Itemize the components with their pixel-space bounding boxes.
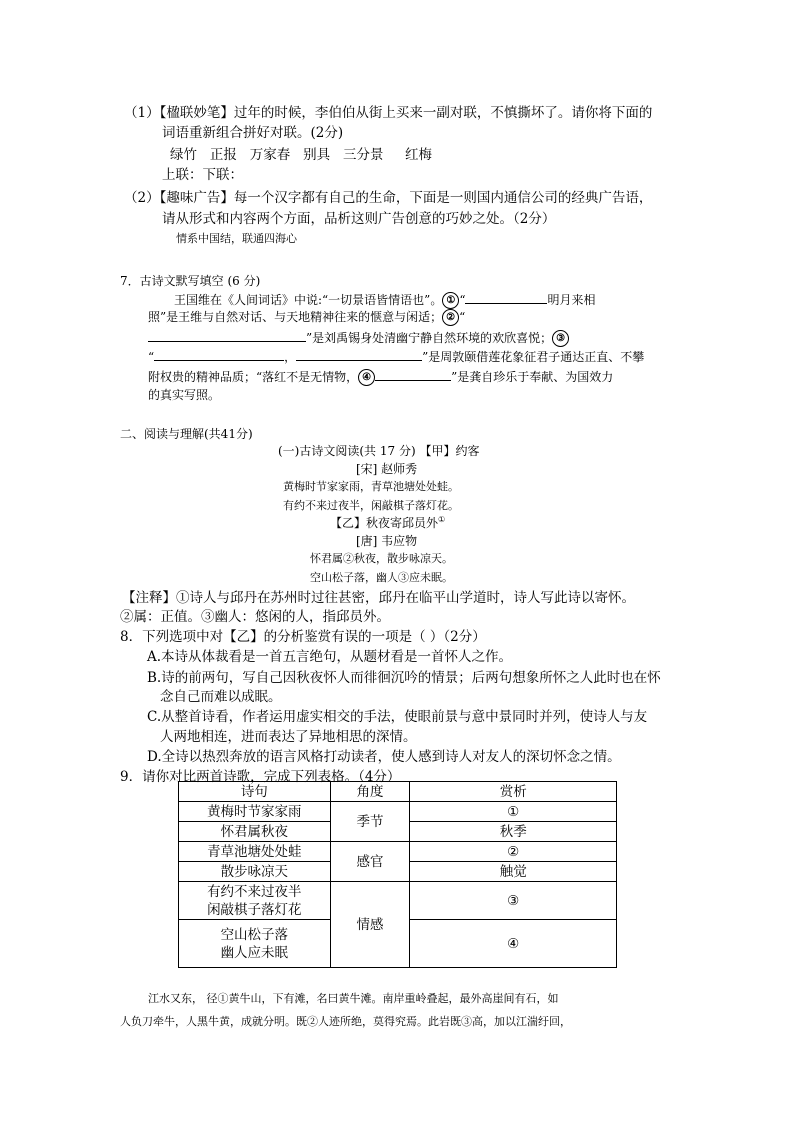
poem-line: 空山松子落 [220, 926, 289, 943]
table-cell-poem [179, 882, 331, 920]
section2-subtitle: (一)古诗文阅读(共 17 分) 【甲】约客 [278, 444, 480, 458]
ad-question-line1: （2）【趣味广告】每一个汉字都有自己的生命，下面是一则国内通信公司的经典广告语， [124, 190, 653, 206]
ad-question-line2: 请从形式和内容两个方面，品析这则广告创意的巧妙之处。（2分） [162, 211, 556, 227]
poem2-title-text: 【乙】秋夜寄邱员外 [330, 516, 439, 530]
blank-marker-1: ① [442, 292, 459, 309]
table-cell-analysis: 触觉 [410, 862, 617, 882]
q7-line4 [148, 346, 644, 365]
word-3: 万家春 [249, 147, 291, 163]
q7-text: ”是刘禹锡身处清幽宁静自然环境的欢欣喜悦； [306, 331, 553, 345]
fill-blank-3a[interactable] [154, 346, 284, 361]
poem-line: 有约不来过夜半 [207, 883, 302, 900]
poem1-author: [宋] 赵师秀 [356, 462, 418, 476]
passage-line1: 江水又东， 径①黄牛山，下有滩，名曰黄牛滩。南岸重岭叠起，最外高崖间有石，如 [148, 992, 559, 1005]
q7-line2 [148, 308, 465, 326]
table-cell-angle: 情感 [330, 882, 410, 968]
q9-table [178, 781, 617, 968]
header-angle: 角度 [330, 782, 410, 802]
blank-marker-3: ③ [552, 330, 569, 347]
q7-line5 [148, 366, 613, 386]
table-cell-angle: 感官 [330, 842, 410, 882]
q8-option-a[interactable]: A.本诗从体裁看是一首五言绝句，从题材看是一首怀人之作。 [147, 649, 513, 665]
word-4: 别具 [303, 147, 331, 163]
answer-cell-4[interactable]: ④ [410, 920, 617, 968]
poem2-title [330, 514, 445, 531]
ad-slogan: 情系中国结，联通四海心 [176, 232, 297, 245]
q7-text: 王国维在《人间词话》中说:“一切景语皆情语也”。 [174, 293, 443, 307]
poem2-author: [唐] 韦应物 [356, 534, 418, 548]
couplet-question-line2: 词语重新组合拼好对联。(2分) [162, 125, 344, 141]
poem2-line2: 空山松子落，幽人③应未眠。 [310, 571, 453, 584]
table-cell-poem: 青草池塘处处蛙 [179, 842, 331, 862]
table-cell-poem [179, 920, 331, 968]
couplet-words [170, 143, 432, 163]
poem-line: 幽人应未眠 [220, 944, 289, 961]
poem1-line2: 有约不来过夜半，闲敲棋子落灯花。 [283, 499, 459, 512]
header-poem: 诗句 [179, 782, 331, 802]
q7-quote: “ [148, 350, 155, 364]
fill-blank-4[interactable] [375, 366, 451, 381]
note-line1: 【注释】①诗人与邱丹在苏州时过往甚密，邱丹在临平山学道时，诗人写此诗以寄怀。 [122, 590, 635, 606]
poem2-line1: 怀君属②秋夜，散步咏凉天。 [310, 552, 453, 565]
poem1-line1: 黄梅时节家家雨，青草池塘处处蛙。 [283, 480, 459, 493]
word-2: 正报 [209, 147, 237, 163]
q8-option-d[interactable]: D.全诗以热烈奔放的语言风格打动读者，使人感到诗人对友人的深切怀念之情。 [147, 749, 621, 765]
blank-marker-2: ② [442, 309, 459, 326]
fill-blank-2[interactable] [148, 327, 306, 342]
passage-line2: 人负刀牵牛，人黑牛黄，成就分明。既②人迹所绝，莫得究焉。此岩既③高，加以江湍纡回， [120, 1015, 571, 1028]
table-cell-angle: 季节 [330, 802, 410, 842]
q7-line6: 的真实写照。 [148, 388, 221, 402]
couplet-answer-line: 上联：下联： [162, 167, 243, 183]
fill-blank-3b[interactable] [296, 346, 422, 361]
note-line2: ②属：正值。③幽人：悠闲的人，指邱员外。 [120, 609, 390, 625]
q8-option-b-line2: 念自己而难以成眠。 [160, 689, 282, 705]
header-analysis: 赏析 [410, 782, 617, 802]
answer-cell-3[interactable]: ③ [410, 882, 617, 920]
q7-quote: “ [459, 310, 466, 324]
section2-title: 二、阅读与理解(共41分) [120, 427, 253, 441]
poem-line: 闲敲棋子落灯花 [207, 901, 302, 918]
couplet-question-line1: （1）【楹联妙笔】过年的时候，李伯伯从街上买来一副对联，不慎撕坏了。请你将下面的 [124, 105, 653, 121]
q8-option-c-line2: 人两地相连，进而表达了异地相思的深情。 [160, 729, 417, 745]
table-cell-analysis: 秋季 [410, 822, 617, 842]
q7-text: 照”是王维与自然对话、与天地精神往来的惬意与闲适； [148, 310, 443, 324]
blank-marker-4: ④ [358, 369, 375, 386]
q8-option-b-line1[interactable]: B.诗的前两句，写自己因秋夜怀人而徘徊沉吟的情景；后两句想象所怀之人此时也在怀 [147, 670, 661, 686]
table-cell-poem: 黄梅时节家家雨 [179, 802, 331, 822]
q7-line1 [174, 289, 595, 309]
poem2-title-note: ① [438, 515, 446, 524]
q7-quote: “ [459, 293, 466, 307]
q7-text: 明月来相 [547, 293, 596, 307]
q8-title: 8．下列选项中对【乙】的分析鉴赏有误的一项是（ ）（2分） [120, 629, 486, 645]
q7-text: ”是龚自珍乐于奉献、为国效力 [451, 370, 614, 384]
fill-blank-1[interactable] [465, 289, 547, 304]
table-cell-poem: 怀君属秋夜 [179, 822, 331, 842]
q7-line3 [148, 327, 569, 347]
q9-title: 9．请你对比两首诗歌，完成下列表格。（4分） [120, 769, 401, 785]
q7-text: 附权贵的精神品质；“落红不是无情物， [148, 370, 359, 384]
q8-option-c-line1[interactable]: C.从整首诗看，作者运用虚实相交的手法，使眼前景与意中景同时并列，使诗人与友 [147, 709, 648, 725]
q7-text: ”是周敦颐借莲花象征君子通达正直、不攀 [422, 350, 645, 364]
q7-comma: ， [284, 350, 297, 364]
word-6: 红梅 [404, 147, 432, 163]
word-1: 绿竹 [170, 147, 197, 163]
table-cell-poem: 散步咏凉天 [179, 862, 331, 882]
answer-cell-2[interactable]: ② [410, 842, 617, 862]
word-5: 三分景 [343, 147, 384, 163]
answer-cell-1[interactable]: ① [410, 802, 617, 822]
q7-title: 7．古诗文默写填空 (6 分) [120, 274, 261, 288]
